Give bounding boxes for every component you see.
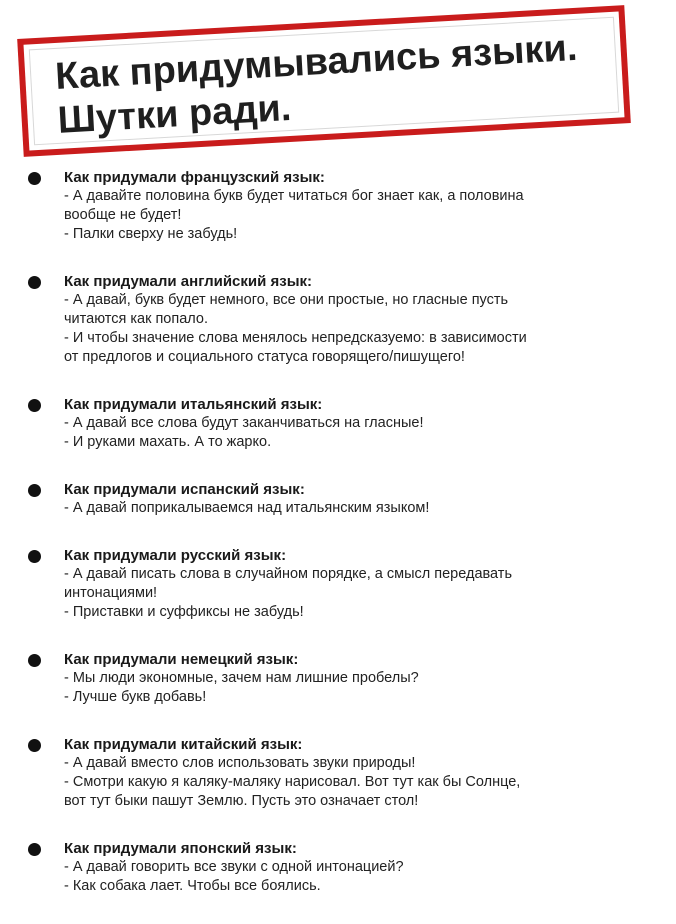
title-banner	[17, 5, 631, 157]
joke-list	[24, 168, 644, 924]
list-item	[24, 546, 644, 622]
bullet-icon	[28, 276, 41, 289]
item-heading: Как придумали французский язык:	[64, 169, 325, 186]
item-text-line: - А давай поприкалываемся над итальянским языком!	[64, 500, 430, 516]
item-text-line: - А давайте половина букв будет читаться бог знает как, а половина	[64, 188, 524, 204]
item-text-line: - Приставки и суффиксы не забудь!	[64, 604, 304, 620]
item-text-line: от предлогов и социального статуса говорящего/пишущего!	[64, 349, 465, 365]
list-item	[24, 650, 644, 707]
item-text-line: - Лучше букв добавь!	[64, 689, 207, 705]
bullet-icon	[28, 172, 41, 185]
item-text-line: - Как собака лает. Чтобы все боялись.	[64, 878, 321, 894]
item-text-line: - А давай все слова будут заканчиваться на гласные!	[64, 415, 424, 431]
page-title-line-2: Шутки ради.	[56, 86, 293, 142]
page-title-line-1: Как придумывались языки.	[54, 26, 579, 98]
item-heading: Как придумали английский язык:	[64, 273, 313, 290]
list-item	[24, 480, 644, 518]
bullet-icon	[28, 843, 41, 856]
item-heading: Как придумали немецкий язык:	[64, 651, 299, 668]
item-text-line: - А давай писать слова в случайном порядке, а смысл передавать	[64, 566, 512, 582]
title-banner-inner	[24, 11, 625, 150]
list-item	[24, 168, 644, 244]
bullet-icon	[28, 550, 41, 563]
item-text-line: - А давай говорить все звуки с одной интонацией?	[64, 859, 404, 875]
item-heading: Как придумали испанский язык:	[64, 481, 305, 498]
list-item	[24, 839, 644, 896]
bullet-icon	[28, 484, 41, 497]
list-item	[24, 395, 644, 452]
item-text-line: - Палки сверху не забудь!	[64, 226, 238, 242]
list-item	[24, 735, 644, 811]
item-text-line: читаются как попало.	[64, 311, 209, 327]
item-text-line: вот тут быки пашут Землю. Пусть это означает стол!	[64, 793, 419, 809]
item-heading: Как придумали японский язык:	[64, 840, 297, 857]
item-text-line: - Мы люди экономные, зачем нам лишние пробелы?	[64, 670, 419, 686]
item-text-line: вообще не будет!	[64, 207, 182, 223]
item-heading: Как придумали русский язык:	[64, 547, 287, 564]
item-text-line: - И руками махать. А то жарко.	[64, 434, 272, 450]
item-text-line: - Смотри какую я каляку-маляку нарисовал. Вот тут как бы Солнце,	[64, 774, 521, 790]
item-heading: Как придумали итальянский язык:	[64, 396, 323, 413]
item-text-line: - А давай, букв будет немного, все они простые, но гласные пусть	[64, 292, 509, 308]
bullet-icon	[28, 399, 41, 412]
item-text-line: - А давай вместо слов использовать звуки природы!	[64, 755, 416, 771]
item-text-line: - И чтобы значение слова менялось непредсказуемо: в зависимости	[64, 330, 527, 346]
list-item	[24, 272, 644, 367]
item-heading: Как придумали китайский язык:	[64, 736, 303, 753]
bullet-icon	[28, 654, 41, 667]
bullet-icon	[28, 739, 41, 752]
item-text-line: интонациями!	[64, 585, 158, 601]
